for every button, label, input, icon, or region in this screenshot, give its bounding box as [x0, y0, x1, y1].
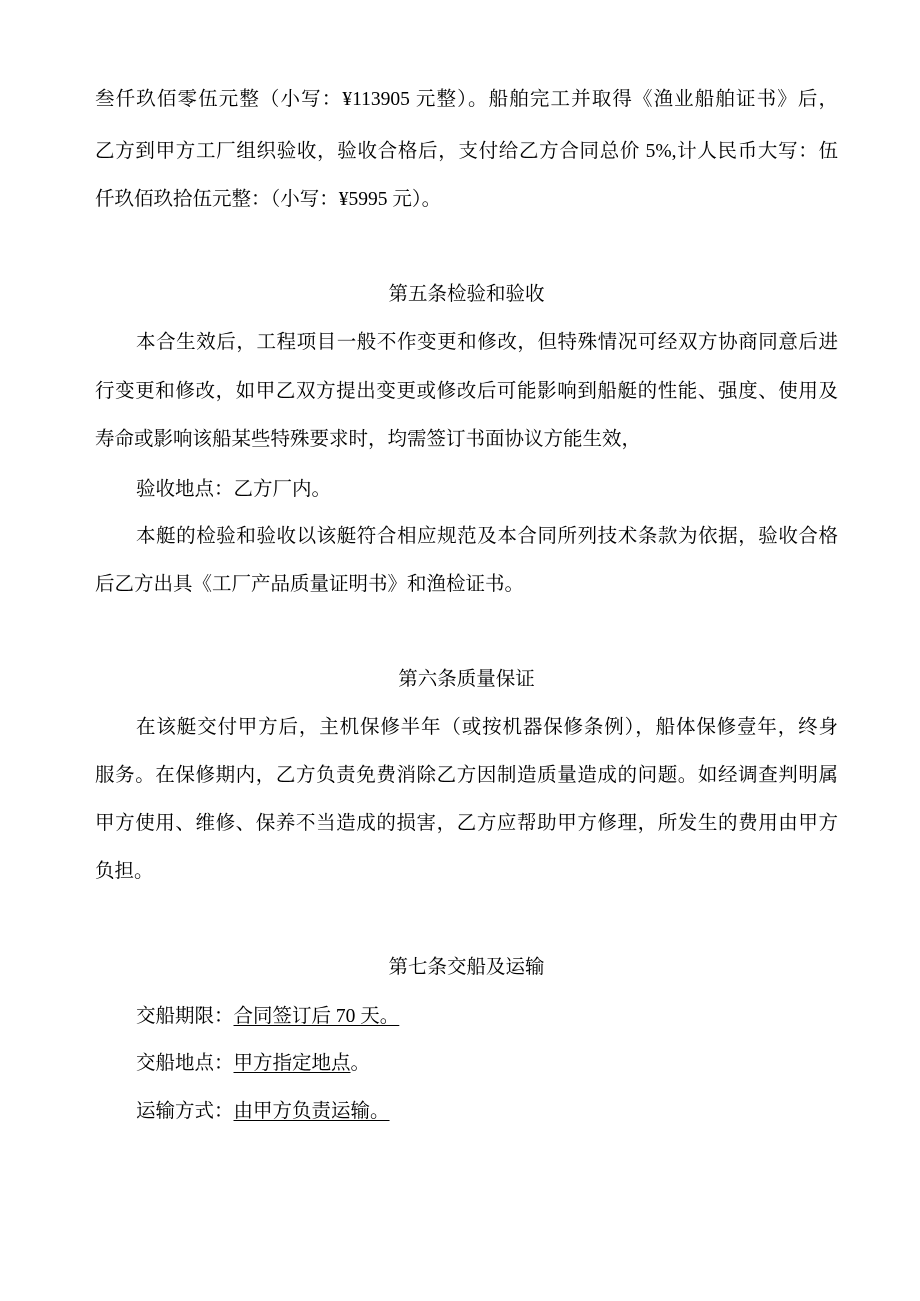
paragraph-line: 负担。 — [95, 861, 154, 882]
transport-method-line — [136, 1098, 838, 1126]
paragraph-line: 本合生效后，工程项目一般不作变更和修改，但特殊情况可经双方协商同意后进 — [136, 332, 838, 353]
paragraph-line: 寿命或影响该船某些特殊要求时，均需签订书面协议方能生效， — [95, 429, 642, 450]
paragraph-line: 服务。在保修期内，乙方负责免费消除乙方因制造质量造成的问题。如经调查判明属 — [95, 765, 838, 786]
field-label: 交船期限： — [136, 1006, 234, 1027]
paragraph-line: 甲方使用、维修、保养不当造成的损害，乙方应帮助甲方修理，所发生的费用由甲方 — [95, 813, 838, 834]
delivery-location-line — [136, 1050, 838, 1078]
paragraph-line: 乙方到甲方工厂组织验收，验收合格后，支付给乙方合同总价 5%,计人民币大写：伍 — [95, 141, 838, 162]
paragraph-line: 仟玖佰玖拾伍元整：（小写：¥5995 元）。 — [95, 189, 442, 210]
paragraph-line: 叁仟玖佰零伍元整（小写：¥113905 元整）。船舶完工并取得《渔业船舶证书》后， — [95, 89, 838, 110]
paragraph-line: 行变更和修改，如甲乙双方提出变更或修改后可能影响到船艇的性能、强度、使用及 — [95, 381, 838, 402]
section-heading-article-6: 第六条质量保证 — [398, 669, 535, 690]
delivery-deadline-line — [136, 1003, 838, 1031]
paragraph-line: 本艇的检验和验收以该艇符合相应规范及本合同所列技术条款为依据，验收合格 — [136, 526, 838, 547]
section-heading-article-5: 第五条检验和验收 — [388, 284, 545, 305]
field-label: 运输方式： — [136, 1101, 234, 1122]
section-heading-article-7: 第七条交船及运输 — [388, 957, 545, 978]
field-label: 交船地点： — [136, 1053, 234, 1074]
field-suffix: 。 — [350, 1053, 371, 1074]
paragraph-line: 验收地点：乙方厂内。 — [136, 479, 332, 500]
underlined-value: 甲方指定地点 — [233, 1053, 351, 1074]
underlined-value: 由甲方负责运输。 — [233, 1101, 390, 1122]
paragraph-line: 后乙方出具《工厂产品质量证明书》和渔检证书。 — [95, 574, 525, 595]
underlined-value: 合同签订后 70 天。 — [233, 1006, 400, 1027]
paragraph-line: 在该艇交付甲方后，主机保修半年（或按机器保修条例），船体保修壹年，终身 — [136, 717, 838, 738]
